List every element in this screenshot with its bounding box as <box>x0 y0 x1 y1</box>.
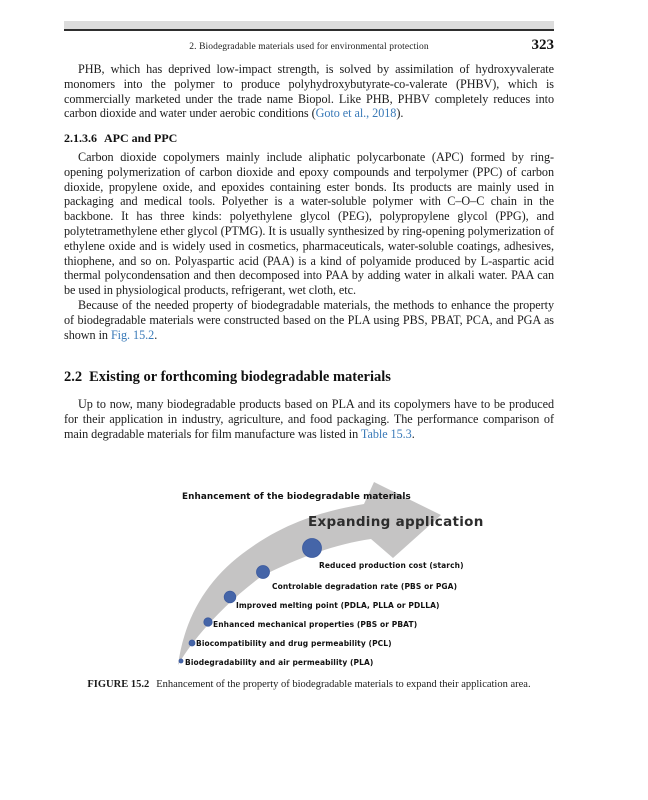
paragraph-existing-materials <box>64 397 554 441</box>
figure-header-label: Enhancement of the biodegradable materials <box>182 492 411 502</box>
milestone-label-pdla: Improved melting point (PDLA, PLLA or PDLLA) <box>236 601 440 610</box>
citation-link[interactable]: Fig. 15.2 <box>110 327 155 342</box>
paragraph-apc-ppc <box>64 150 554 342</box>
text-segment: Up to now, many biodegradable products based on PLA and its copolymers have to be produced for their application in industry, agriculture, and food packaging. The performance comparison of main degradable materials for film manufacture was listed in <box>64 397 554 441</box>
paragraph-text <box>64 298 554 342</box>
text-segment: Because of the needed property of biodegradable materials, the methods to enhance the property of biodegradable materials were constructed based on the PLA using PBS, PBAT, PCA, and PGA as shown in <box>64 297 554 342</box>
swoosh-arrow-shape <box>178 482 441 665</box>
citation-link[interactable]: Table 15.3 <box>360 426 412 441</box>
milestone-dot <box>303 539 322 558</box>
citation-link[interactable]: Goto et al., 2018 <box>315 106 397 121</box>
milestone-dot <box>224 591 236 603</box>
header-rule <box>64 21 554 31</box>
figure-caption-text: Enhancement of the property of biodegradable materials to expand their application area. <box>156 679 531 690</box>
text-segment: ). <box>396 106 404 121</box>
milestone-label-pbs-pbat: Enhanced mechanical properties (PBS or PBAT) <box>213 620 418 629</box>
milestone-label-starch: Reduced production cost (starch) <box>319 561 464 570</box>
paragraph-phb <box>64 62 554 121</box>
section-number: 2.1.3.6 <box>64 131 97 145</box>
section-title: Existing or forthcoming biodegradable materials <box>89 369 391 385</box>
paragraph-text <box>64 150 554 298</box>
figure-caption <box>64 679 554 690</box>
text-segment: . <box>154 327 158 342</box>
milestone-label-pbs-pga: Controlable degradation rate (PBS or PGA) <box>272 582 458 591</box>
section-heading-2-2 <box>64 369 391 386</box>
running-head: 2. Biodegradable materials used for environmental protection <box>189 42 429 52</box>
section-number: 2.2 <box>64 369 83 385</box>
section-heading-2-1-3-6 <box>64 131 177 146</box>
figure-caption-number: FIGURE 15.2 <box>87 679 150 690</box>
paragraph-text <box>64 62 554 121</box>
milestone-dot <box>204 618 212 626</box>
section-title: APC and PPC <box>104 131 178 145</box>
milestone-label-pla: Biodegradability and air permeability (PLA) <box>185 658 374 667</box>
milestone-dot <box>257 566 270 579</box>
figure-15-2 <box>140 472 525 684</box>
milestone-label-pcl: Biocompatibility and drug permeability (PCL) <box>196 639 392 648</box>
milestone-dot <box>179 659 183 663</box>
text-segment: Carbon dioxide copolymers mainly include aliphatic polycarbonate (APC) formed by ring-opening polymerization of carbon dioxide and epoxy compounds and terpolymer (PPC) of carbon dioxide, propylene oxide, and epoxides containing ester bonds. Its products are mainly used in packaging and medical tools. Polyether is a water-soluble polymer with C–O–C chain in the backbone. It has three kinds: polyethylene glycol (PEG), polypropylene glycol (PPG), and polytetramethylene ether glycol (PTMG). It is usually synthesized by ring-opening polymerization of ethylene oxide and is widely used in cosmetics, pharmaceuticals, water-soluble coatings, adhesives, thiophene, and so on. Polyaspartic acid (PAA) is a kind of polyamide produced by L-aspartic acid thermal polycondensation and then decomposed into PAA by adding water in alkali water. PAA can be used in physiological products, refrigerant, wet cloth, etc. <box>64 150 554 298</box>
milestone-dot <box>189 640 195 646</box>
text-segment: PHB, which has deprived low-impact strength, is solved by assimilation of hydroxyvalerate monomers into the polymer to produce polyhydroxybutyrate-co-valerate (PHBV), which is commercially marketed under the trade name Biopol. Like PHB, PHBV completely reduces into carbon dioxide and water under aerobic conditions ( <box>64 62 554 121</box>
arrow-diagram <box>140 472 525 684</box>
page-number: 323 <box>531 37 554 53</box>
expanding-application-label: Expanding application <box>308 514 484 530</box>
text-segment: . <box>411 426 415 441</box>
paragraph-text <box>64 397 554 441</box>
